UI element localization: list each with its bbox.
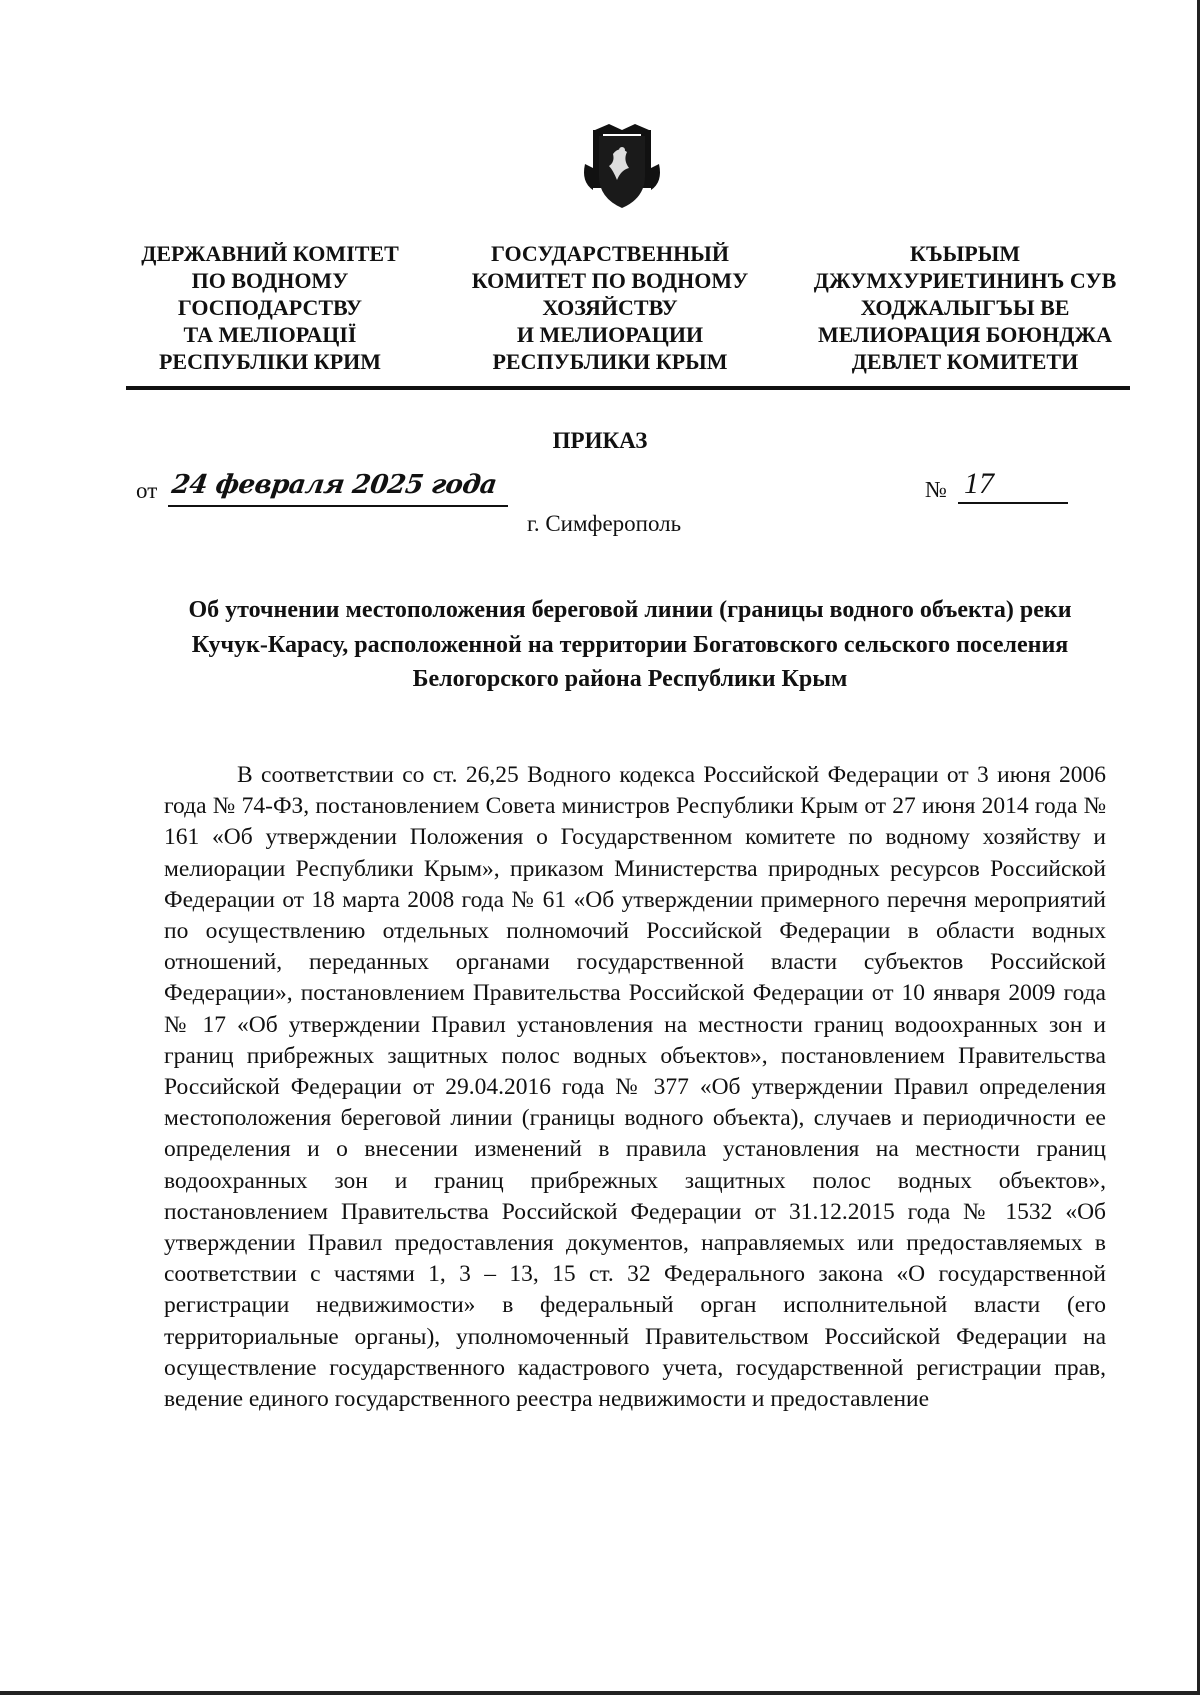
org-name-ukrainian: ДЕРЖАВНИЙ КОМІТЕТ ПО ВОДНОМУ ГОСПОДАРСТВУ ТА МЕЛІОРАЦІЇ РЕСПУБЛІКИ КРИМ xyxy=(141,241,399,374)
document-type: ПРИКАЗ xyxy=(552,428,648,453)
document-body: В соответствии со ст. 26,25 Водного кодекса Российской Федерации от 3 июня 2006 года № 74-ФЗ, постановлением Совета министров Республики Крым от 27 июня 2014 года № 161 «Об утверждении Положения о Государственном комитете по водному хозяйству и мелиорации Республики Крым», приказом Министерства природных ресурсов Российской Федерации от 18 марта 2008 года № 61 «Об утверждении примерного перечня мероприятий по осуществлению отдельных полномочий Российской Федерации в области водных отношений, переданных органами государственной власти субъектов Российской Федерации», постановлением Правительства Российской Федерации от 10 января 2009 года № 17 «Об утверждении Правил установления на местности границ водоохранных зон и границ прибрежных защитных полос водных объектов», постановлением Правительства Российской Федерации от 29.04.2016 года № 377 «Об утверждении Правил определения местоположения береговой линии (границы водного объекта), случаев и периодичности ее определения и о внесении изменений в правила установления на местности границ водоохранных зон и границ прибрежных защитных полос водных объектов», постановлением Правительства Российской Федерации от 31.12.2015 года № 1532 «Об утверждении Правил предоставления документов, направляемых или предоставляемых в соответствии с частями 1, 3 – 13, 15 ст. 32 Федерального закона «О государственной регистрации недвижимости» в федеральный орган исполнительной власти (его территориальные органы), уполномоченный Правительством Российской Федерации на осуществление государственного кадастрового учета, государственной регистрации прав, ведение единого государственного реестра недвижимости и предоставление xyxy=(164,762,1106,1413)
number-underline xyxy=(958,502,1068,504)
number-handwritten: 17 xyxy=(964,467,994,500)
crimea-coat-of-arms-icon xyxy=(579,124,665,210)
city: г. Симферополь xyxy=(527,511,682,536)
date-prefix: от xyxy=(136,478,158,503)
org-header xyxy=(120,240,1130,375)
date-underline xyxy=(168,505,508,507)
number-prefix: № xyxy=(925,477,947,502)
date-handwritten: 24 февраля 2025 года xyxy=(169,470,499,500)
page-bottom-edge xyxy=(0,1691,1200,1695)
org-name-russian: ГОСУДАРСТВЕННЫЙ КОМИТЕТ ПО ВОДНОМУ ХОЗЯЙСТВУ И МЕЛИОРАЦИИ РЕСПУБЛИКИ КРЫМ xyxy=(471,241,749,374)
document-title: Об уточнении местоположения береговой линии (границы водного объекта) реки Кучук-Карасу, расположенной на территории Богатовского сельского поселения Белогорского района Республики Крым xyxy=(188,597,1072,692)
org-name-crimean-tatar: КЪЫРЫМ ДЖУМХУРИЕТИНИНЪ СУВ ХОДЖАЛЫГЪЫ ВЕ МЕЛИОРАЦИЯ БОЮНДЖА ДЕВЛЕТ КОМИТЕТИ xyxy=(813,241,1117,374)
header-divider xyxy=(126,386,1130,390)
